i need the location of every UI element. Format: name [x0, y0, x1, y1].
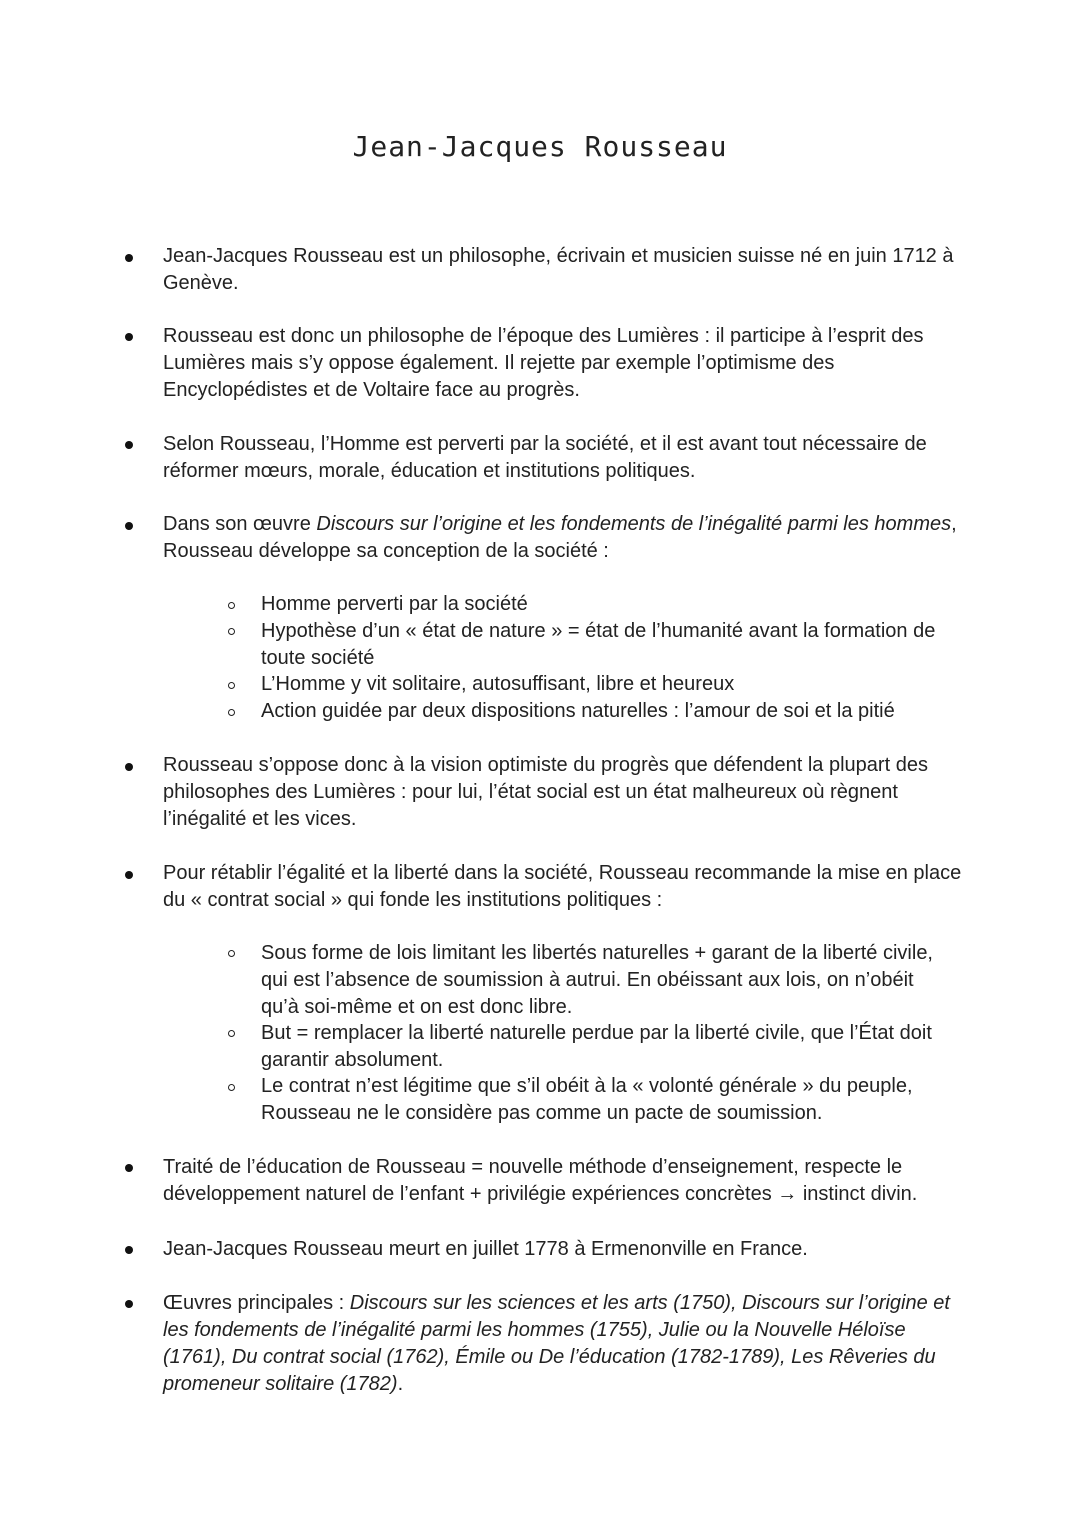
paragraph-works: [163, 1290, 963, 1398]
paragraph-discours: [163, 511, 963, 565]
works-end: .: [397, 1373, 404, 1395]
page-title: Jean-Jacques Rousseau: [352, 130, 728, 163]
sub-item: Hypothèse d’un « état de nature » = état de l’humanité avant la formation de toute société: [261, 620, 936, 669]
bullet-icon: [125, 441, 133, 449]
sub-item: L’Homme y vit solitaire, autosuffisant, libre et heureux: [261, 673, 735, 695]
circle-bullet-icon: [228, 682, 235, 689]
discours-outro: , Rousseau développe sa conception de la société :: [163, 513, 957, 562]
paragraph-progress: Rousseau s’oppose donc à la vision optimiste du progrès que défendent la plupart des philosophes des Lumières : pour lui, l’état social est un état malheureux où règnent l’inégalité et les vices.: [163, 754, 928, 830]
discours-intro: Dans son œuvre: [163, 513, 317, 535]
bullet-icon: [125, 1300, 133, 1308]
circle-bullet-icon: [228, 602, 235, 609]
sub-item: Homme perverti par la société: [261, 593, 528, 615]
bullet-icon: [125, 333, 133, 341]
circle-bullet-icon: [228, 628, 235, 635]
works-label: Œuvres principales :: [163, 1292, 350, 1314]
bullet-icon: [125, 1164, 133, 1172]
sub-item: Sous forme de lois limitant les libertés naturelles + garant de la liberté civile, qui est l’absence de soumission à autrui. En obéissant aux lois, on n’obéit qu’à soi-même et on est donc libre.: [261, 942, 933, 1018]
sub-item: Le contrat n’est légitime que s’il obéit à la « volonté générale » du peuple, Rousseau ne le considère pas comme un pacte de soumission.: [261, 1075, 913, 1124]
paragraph-society: Selon Rousseau, l’Homme est perverti par la société, et il est avant tout nécessaire de réformer mœurs, morale, éducation et institutions politiques.: [163, 433, 927, 482]
discours-work-title: Discours sur l’origine et les fondements de l’inégalité parmi les hommes: [316, 513, 952, 535]
bullet-icon: [125, 1246, 133, 1254]
circle-bullet-icon: [228, 1084, 235, 1091]
paragraph-contrat: Pour rétablir l’égalité et la liberté dans la société, Rousseau recommande la mise en place du « contrat social » qui fonde les institutions politiques :: [163, 862, 962, 911]
sub-item: But = remplacer la liberté naturelle perdue par la liberté civile, que l’État doit garantir absolument.: [261, 1022, 932, 1071]
sub-item: Action guidée par deux dispositions naturelles : l’amour de soi et la pitié: [261, 700, 895, 722]
circle-bullet-icon: [228, 950, 235, 957]
paragraph-education: Traité de l’éducation de Rousseau = nouvelle méthode d’enseignement, respecte le développement naturel de l’enfant + privilégie expériences concrètes → instinct divin.: [163, 1156, 918, 1205]
bullet-icon: [125, 254, 133, 262]
circle-bullet-icon: [228, 1030, 235, 1037]
bullet-icon: [125, 871, 133, 879]
paragraph-death: Jean-Jacques Rousseau meurt en juillet 1778 à Ermenonville en France.: [163, 1238, 808, 1260]
paragraph-birth: Jean-Jacques Rousseau est un philosophe, écrivain et musicien suisse né en juin 1712 à Genève.: [163, 245, 954, 294]
bullet-icon: [125, 763, 133, 771]
circle-bullet-icon: [228, 709, 235, 716]
bullet-icon: [125, 522, 133, 530]
paragraph-lumieres: Rousseau est donc un philosophe de l’époque des Lumières : il participe à l’esprit des Lumières mais s’y oppose également. Il rejette par exemple l’optimisme des Encyclopédistes et de Voltaire face au progrès.: [163, 325, 924, 401]
works-list: Discours sur les sciences et les arts (1750), Discours sur l’origine et les fondements de l’inégalité parmi les hommes (1755), Julie ou la Nouvelle Héloïse (1761), Du contrat social (1762), Émile ou De l’éducation (1782-1789), Les Rêveries du promeneur solitaire (1782): [163, 1292, 950, 1395]
